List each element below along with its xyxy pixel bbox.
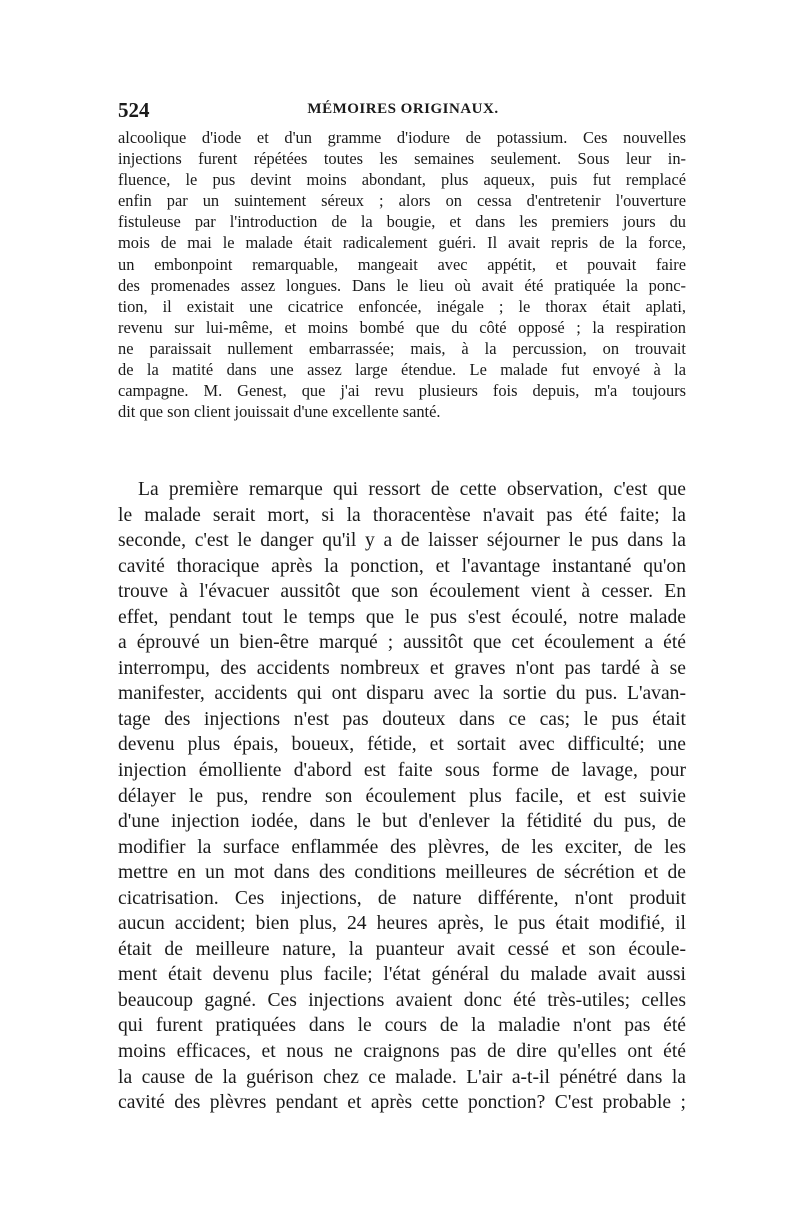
text-line: interrompu, des accidents nombreux et graves n'ont pas tardé à se <box>118 657 686 679</box>
text-line: revenu sur lui-même, et moins bombé que du côté opposé ; la respiration <box>118 317 686 337</box>
text-line: était de meilleure nature, la puanteur avait cessé et son écoule- <box>118 938 686 960</box>
text-line: dit que son client jouissait d'une excellente santé. <box>118 402 441 422</box>
text-line: mois de mai le malade était radicalement guéri. Il avait repris de la force, <box>118 233 686 253</box>
text-line: moins efficaces, et nous ne craignons pas de dire qu'elles ont été <box>118 1041 686 1063</box>
text-line: injections furent répétées toutes les semaines seulement. Sous leur in- <box>118 149 686 169</box>
text-line: délayer le pus, rendre son écoulement plus facile, et est suivie <box>118 785 686 807</box>
text-line: mettre en un mot dans des conditions meilleures de sécrétion et de <box>118 862 686 884</box>
text-line: la cause de la guérison chez ce malade. L'air a-t-il pénétré dans la <box>118 1066 686 1088</box>
text-line: effet, pendant tout le temps que le pus s'est écoulé, notre malade <box>118 606 686 628</box>
text-line: beaucoup gagné. Ces injections avaient donc été très-utiles; celles <box>118 989 686 1011</box>
remarks-paragraph <box>118 477 686 1116</box>
text-line: qui furent pratiquées dans le cours de la maladie n'ont pas été <box>118 1015 686 1037</box>
text-line: enfin par un suintement séreux ; alors on cessa d'entretenir l'ouverture <box>118 191 686 211</box>
text-line: devenu plus épais, boueux, fétide, et sortait avec difficulté; une <box>118 734 686 756</box>
text-line: ne paraissait nullement embarrassée; mais, à la percussion, on trouvait <box>118 338 686 358</box>
text-line: de la matité dans une assez large étendue. Le malade fut envoyé à la <box>118 360 686 380</box>
text-line: cavité des plèvres pendant et après cette ponction? C'est probable ; <box>118 1092 686 1114</box>
page-header <box>118 98 688 126</box>
text-line: d'une injection iodée, dans le but d'enlever la fétidité du pus, de <box>118 811 686 833</box>
text-line: seconde, c'est le danger qu'il y a de laisser séjourner le pus dans la <box>118 530 686 552</box>
text-line: a éprouvé un bien-être marqué ; aussitôt que cet écoulement a été <box>118 632 686 654</box>
text-line: le malade serait mort, si la thoracentèse n'avait pas été faite; la <box>118 504 686 526</box>
text-line: des promenades assez longues. Dans le lieu où avait été pratiquée la ponc- <box>118 275 686 295</box>
text-line: trouve à l'évacuer aussitôt que son écoulement vient à cesser. En <box>118 581 686 603</box>
text-line: La première remarque qui ressort de cette observation, c'est que <box>138 479 686 500</box>
text-line: manifester, accidents qui ont disparu avec la sortie du pus. L'avan- <box>118 683 686 705</box>
text-line: tage des injections n'est pas douteux dans ce cas; le pus était <box>118 708 686 730</box>
text-line: alcoolique d'iode et d'un gramme d'iodure de potassium. Ces nouvelles <box>118 128 686 147</box>
text-line: campagne. M. Genest, que j'ai revu plusieurs fois depuis, m'a toujours <box>118 381 686 401</box>
text-line: fistuleuse par l'introduction de la bougie, et dans les premiers jours du <box>118 212 686 232</box>
text-line: cicatrisation. Ces injections, de nature différente, n'ont produit <box>118 887 686 909</box>
text-line: ment était devenu plus facile; l'état général du malade avait aussi <box>118 964 686 986</box>
text-line: fluence, le pus devint moins abondant, plus aqueux, puis fut remplacé <box>118 170 686 190</box>
text-line: aucun accident; bien plus, 24 heures après, le pus était modifié, il <box>118 913 686 935</box>
running-title: MÉMOIRES ORIGINAUX. <box>307 101 499 117</box>
text-line: un embonpoint remarquable, mangeait avec appétit, et pouvait faire <box>118 254 686 274</box>
case-paragraph <box>118 127 686 422</box>
text-line: modifier la surface enflammée des plèvres, de les exciter, de les <box>118 836 686 858</box>
text-line: injection émolliente d'abord est faite sous forme de lavage, pour <box>118 760 686 782</box>
text-line: cavité thoracique après la ponction, et l'avantage instantané qu'on <box>118 555 686 577</box>
text-line: tion, il existait une cicatrice enfoncée, inégale ; le thorax était aplati, <box>118 296 686 316</box>
page-number: 524 <box>118 98 150 122</box>
